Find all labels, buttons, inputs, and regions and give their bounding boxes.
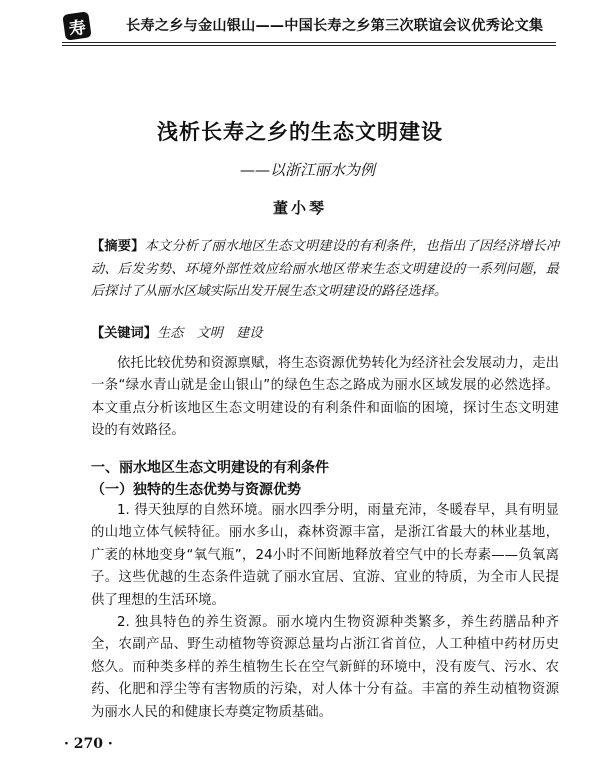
abstract xyxy=(91,236,559,304)
keywords xyxy=(91,322,559,341)
header-rule-thin xyxy=(62,42,556,43)
header-rule-thick xyxy=(62,45,556,46)
subsection-heading: （一）独特的生态优势与资源优势 xyxy=(91,482,301,498)
intro-paragraph: 依托比较优势和资源禀赋，将生态资源优势转化为经济社会发展动力，走出一条“绿水青山就是金山银山”的绿色生态之路成为丽水区域发展的必然选择。本文重点分析该地区生态文明建设的有利条件和面临的困境，探讨生态文明建设的有效路径。 xyxy=(91,356,559,439)
keywords-label: 【关键词】 xyxy=(91,326,157,341)
keywords-text: 生态 文明 建设 xyxy=(156,326,263,341)
article-title: 浅析长寿之乡的生态文明建设 xyxy=(157,119,443,144)
article-subtitle: ——以浙江丽水为例 xyxy=(240,161,376,179)
section-heading: 一、丽水地区生态文明建设的有利条件 xyxy=(91,460,329,476)
publication-logo-icon: 寿 xyxy=(62,11,91,40)
running-head: 长寿之乡与金山银山——中国长寿之乡第三次联谊会议优秀论文集 xyxy=(126,18,544,34)
abstract-label: 【摘要】 xyxy=(91,239,145,254)
page-number: · 270 · xyxy=(64,736,113,752)
author-name: 董小琴 xyxy=(272,199,327,217)
paragraph-natural-environment: 1. 得天独厚的自然环境。丽水四季分明，雨量充沛，冬暖春早，具有明显的山地立体气候特征。丽水多山，森林资源丰富，是浙江省最大的林业基地，广袤的林地变身“氧气瓶”，24小时不间断地释放着空气中的长寿素——负氧离子。这些优越的生态条件造就了丽水宜居、宜游、宜业的特质，为全市人民提供了理想的生活环境。 xyxy=(91,503,559,608)
abstract-text: 本文分析了丽水地区生态文明建设的有利条件，也指出了因经济增长冲动、后发劣势、环境外部性效应给丽水地区带来生态文明建设的一系列问题，最后探讨了从丽水区域实际出发开展生态文明建设的路径选择。 xyxy=(91,239,560,299)
paragraph-health-resources: 2. 独具特色的养生资源。丽水境内生物资源种类繁多，养生药膳品种齐全，农副产品、野生动植物等资源总量均占浙江省首位，人工种植中药材历史悠久。而种类多样的养生植物生长在空气新鲜的环境中，没有废气、污水、农药、化肥和浮尘等有害物质的污染，对人体十分有益。丰富的养生动植物资源为丽水人民的和健康长寿奠定物质基础。 xyxy=(91,615,559,720)
